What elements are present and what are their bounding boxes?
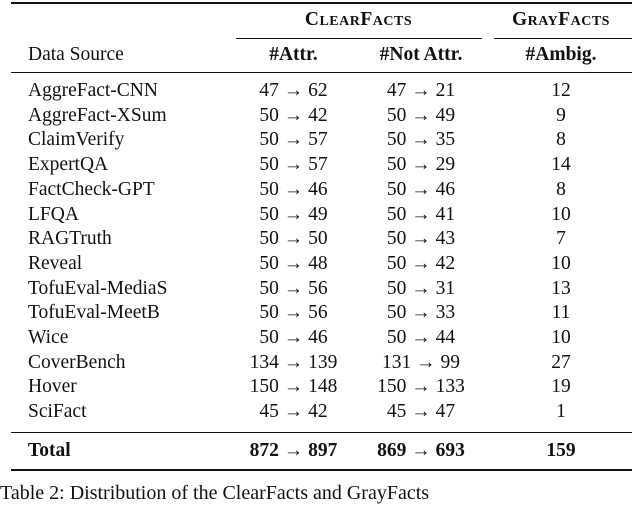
table-cell-not-attr: 50 → 42 <box>386 252 456 274</box>
table-cell-source: RAGTruth <box>28 228 112 250</box>
table-cell-attr: 50 → 42 <box>259 104 328 126</box>
table-cell-ambig: 8 <box>556 178 566 200</box>
cmid-rule-clearfacts <box>236 38 482 39</box>
table-cell-not-attr: 50 → 43 <box>386 228 456 250</box>
table-cell-source: Hover <box>28 376 77 398</box>
table-cell-attr: 47 → 62 <box>259 80 328 101</box>
table-cell-not-attr: 131 → 99 <box>382 351 460 373</box>
top-rule <box>11 2 632 4</box>
total-not-attr: 869 → 693 <box>377 440 465 461</box>
table-cell-not-attr: 50 → 29 <box>386 154 456 176</box>
table-cell-attr: 50 → 48 <box>259 252 328 274</box>
total-ambig: 159 <box>546 440 576 461</box>
table-cell-ambig: 11 <box>551 302 571 324</box>
table-cell-source: AggreFact-XSum <box>28 104 167 126</box>
table-cell-source: LFQA <box>28 203 79 225</box>
group-header-clearfacts: ClearFacts <box>304 9 413 30</box>
table-cell-ambig: 13 <box>551 277 571 299</box>
table-cell-attr: 50 → 56 <box>259 302 328 324</box>
group-header-grayfacts: GrayFacts <box>512 9 610 30</box>
table-cell-source: SciFact <box>28 401 87 423</box>
column-header-ambig: #Ambig. <box>525 44 597 65</box>
cmid-rule-grayfacts <box>494 38 632 39</box>
table-cell-ambig: 10 <box>551 327 571 348</box>
bottom-rule <box>11 469 632 471</box>
table-cell-not-attr: 50 → 49 <box>386 104 456 126</box>
table-cell-attr: 50 → 57 <box>259 154 328 176</box>
table-cell-attr: 150 → 148 <box>249 376 338 398</box>
table-cell-ambig: 14 <box>551 154 571 176</box>
table-cell-source: Reveal <box>28 252 83 274</box>
table-cell-not-attr: 150 → 133 <box>377 376 465 398</box>
table-cell-ambig: 10 <box>551 203 571 225</box>
total-rule <box>11 432 632 433</box>
column-header-attr: #Attr. <box>269 44 318 65</box>
table-cell-attr: 134 → 139 <box>249 351 338 373</box>
table-cell-source: AggreFact-CNN <box>28 80 158 101</box>
table-cell-attr: 45 → 42 <box>259 401 328 423</box>
table-cell-not-attr: 50 → 31 <box>386 277 456 299</box>
table-caption: Table 2: Distribution of the ClearFacts and GrayFacts <box>0 482 430 504</box>
table-cell-source: TofuEval-MediaS <box>28 277 168 299</box>
table-cell-source: FactCheck-GPT <box>28 178 155 200</box>
table-cell-source: ExpertQA <box>28 154 109 176</box>
total-attr: 872 → 897 <box>249 440 338 461</box>
table-cell-not-attr: 47 → 21 <box>386 80 456 101</box>
table-cell-ambig: 1 <box>556 401 566 423</box>
table-cell-ambig: 9 <box>556 104 566 126</box>
table-cell-source: Wice <box>28 327 69 348</box>
total-label: Total <box>28 440 71 461</box>
table-cell-attr: 50 → 56 <box>259 277 328 299</box>
table-cell-attr: 50 → 49 <box>259 203 328 225</box>
table-cell-ambig: 27 <box>551 351 571 373</box>
table-cell-attr: 50 → 50 <box>259 228 328 250</box>
table-cell-not-attr: 45 → 47 <box>386 401 456 423</box>
table-cell-ambig: 12 <box>551 80 571 101</box>
table-cell-ambig: 10 <box>551 252 571 274</box>
table-cell-source: ClaimVerify <box>28 129 125 151</box>
header-rule <box>11 72 632 73</box>
table-cell-not-attr: 50 → 35 <box>386 129 456 151</box>
table-cell-ambig: 7 <box>556 228 566 250</box>
table-cell-not-attr: 50 → 33 <box>386 302 456 324</box>
table-cell-ambig: 19 <box>551 376 571 398</box>
table-cell-attr: 50 → 46 <box>259 178 328 200</box>
table-cell-attr: 50 → 46 <box>259 327 328 348</box>
table-cell-source: TofuEval-MeetB <box>28 302 160 324</box>
table-cell-not-attr: 50 → 41 <box>386 203 456 225</box>
column-header-not-attr: #Not Attr. <box>379 44 463 65</box>
column-header-source: Data Source <box>28 44 124 65</box>
table-cell-not-attr: 50 → 44 <box>386 327 456 348</box>
table-cell-attr: 50 → 57 <box>259 129 328 151</box>
table-cell-ambig: 8 <box>556 129 566 151</box>
table-cell-source: CoverBench <box>28 351 126 373</box>
table-cell-not-attr: 50 → 46 <box>386 178 456 200</box>
